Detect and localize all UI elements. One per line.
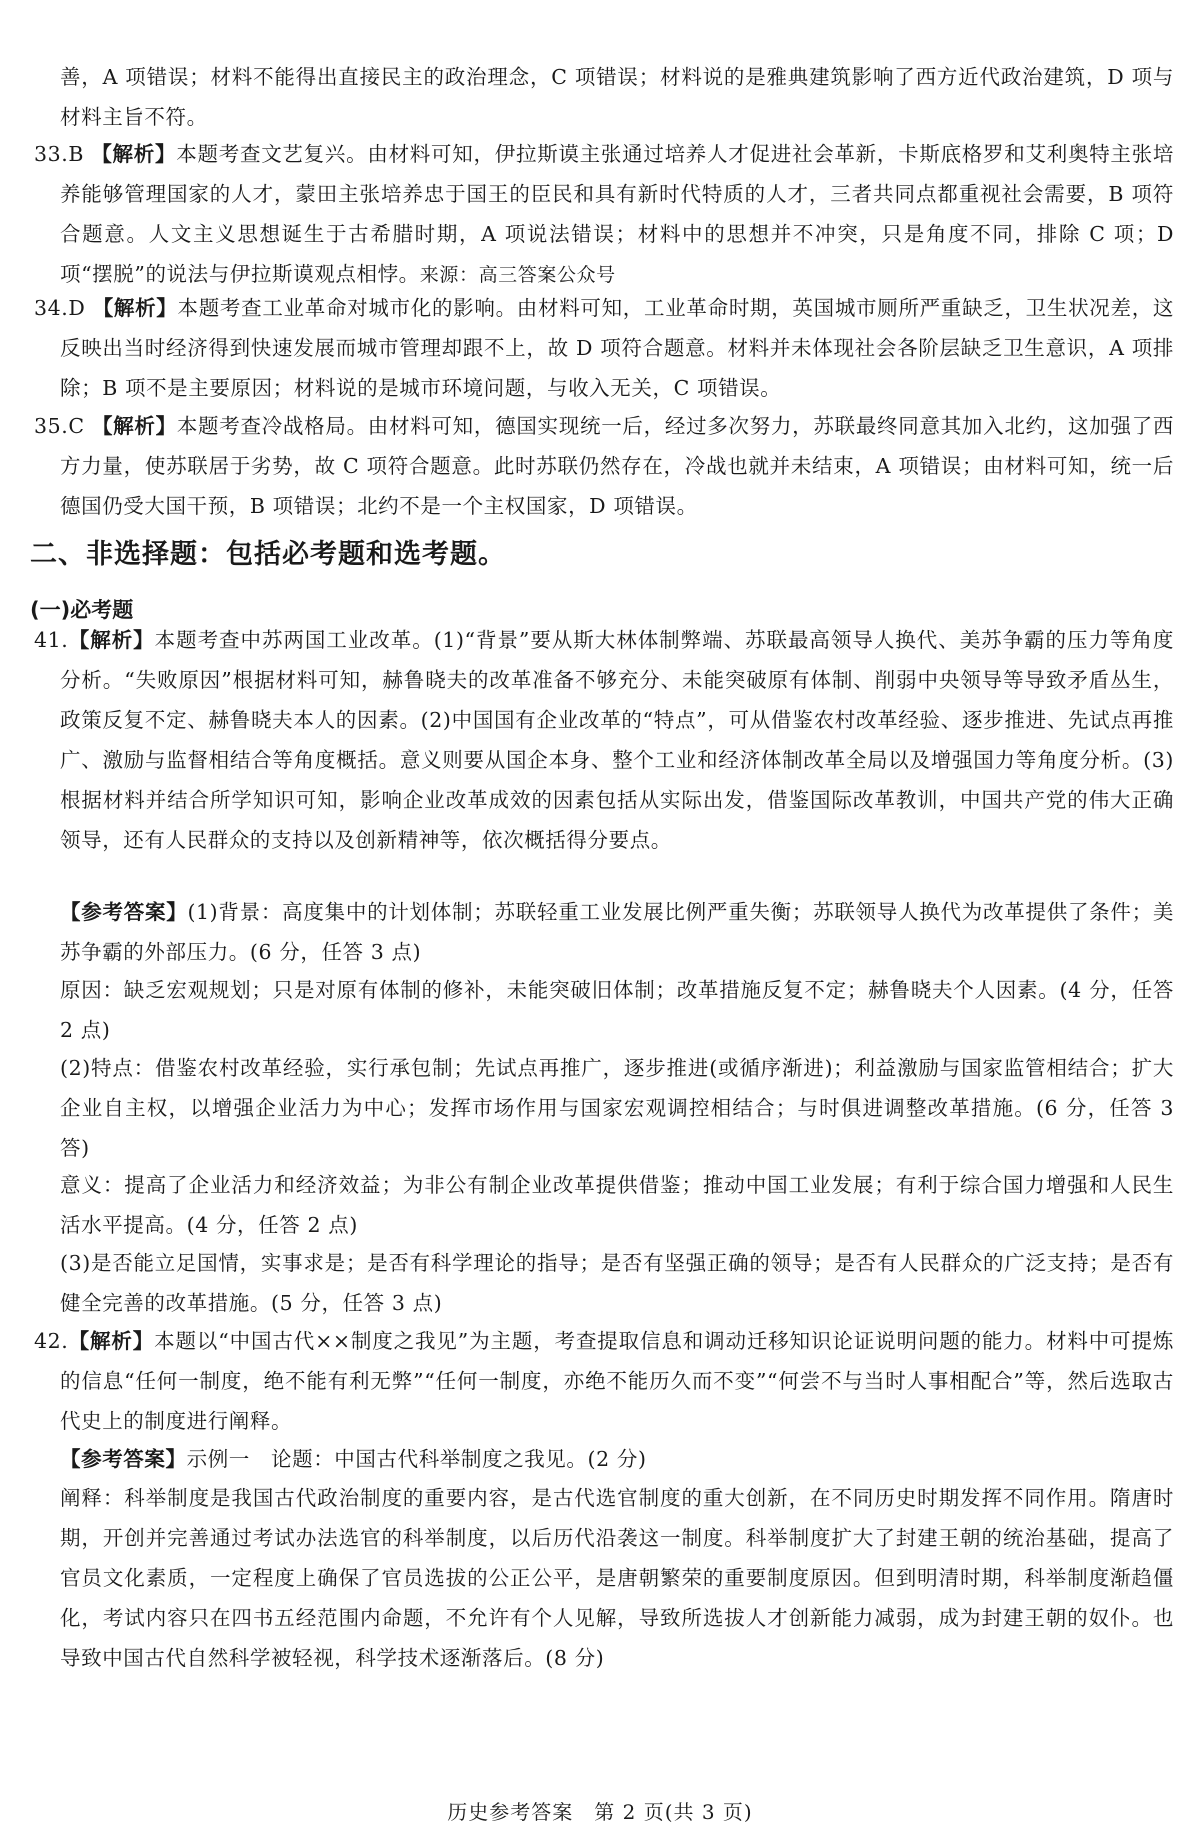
q41-answer-tag: 【参考答案】 [60, 900, 188, 924]
answer-35 [34, 406, 1174, 526]
q42-answer-2: 阐释：科举制度是我国古代政治制度的重要内容，是古代选官制度的重大创新，在不同历史时期发挥不同作用。隋唐时期，开创并完善通过考试办法选官的科举制度，以后历代沿袭这一制度。科举制度扩大了封建王朝的统治基础，提高了官员文化素质，一定程度上确保了官员选拔的公正公平，是唐朝繁荣的重要制度原因。但到明清时期，科举制度渐趋僵化，考试内容只在四书五经范围内命题，不允许有个人见解，导致所选拔人才创新能力减弱，成为封建王朝的奴仆。也导致中国古代自然科学被轻视，科学技术逐渐落后。(8 分) [60, 1486, 1174, 1670]
answer-35-tag: 【解析】 [91, 414, 177, 438]
q41-answer-2: 原因：缺乏宏观规划；只是对原有体制的修补，未能突破旧体制；改革措施反复不定；赫鲁晓夫个人因素。(4 分，任答 2 点) [60, 978, 1174, 1042]
answer-34-text: 本题考查工业革命对城市化的影响。由材料可知，工业革命时期，英国城市厕所严重缺乏，卫生状况差，这反映出当时经济得到快速发展而城市管理却跟不上，故 D 项符合题意。材料并未体现社会各阶层缺乏卫生意识，A 项排除；B 项不是主要原因；材料说的是城市环境问题，与收入无关，C 项错误。 [60, 296, 1175, 400]
q41-answer-3: (2)特点：借鉴农村改革经验，实行承包制；先试点再推广，逐步推进(或循序渐进)；利益激励与国家监管相结合；扩大企业自主权，以增强企业活力为中心；发挥市场作用与国家宏观调控相结合；与时俱进调整改革措施。(6 分，任答 3 答) [60, 1056, 1174, 1160]
answer-33-number: 33.B [34, 142, 85, 166]
q42-number: 42. [34, 1329, 69, 1353]
q42-tag: 【解析】 [68, 1329, 155, 1353]
q42-analysis-text: 本题以“中国古代××制度之我见”为主题，考查提取信息和调动迁移知识论证说明问题的能力。材料中可提炼的信息“任何一制度，绝不能有利无弊”“任何一制度，亦绝不能历久而不变”“何尝不与当时人事相配合”等，然后选取古代史上的制度进行阐释。 [60, 1329, 1174, 1433]
q41-tag: 【解析】 [68, 628, 155, 652]
section-title: 二、非选择题：包括必考题和选考题。 [30, 539, 506, 570]
answer-33-text: 本题考查文艺复兴。由材料可知，伊拉斯谟主张通过培养人才促进社会革新，卡斯底格罗和艾利奥特主张培养能够管理国家的人才，蒙田主张培养忠于国王的臣民和具有新时代特质的人才，三者共同点都重视社会需要，B 项符合题意。人文主义思想诞生于古希腊时期，A 项说法错误；材料中的思想并不冲突，只是角度不同，排除 C 项；D 项“摆脱”的说法与伊拉斯谟观点相悖。 [60, 142, 1174, 286]
q42-analysis [34, 1321, 1174, 1441]
q41-answer-5: (3)是否能立足国情，实事求是；是否有科学理论的指导；是否有坚强正确的领导；是否有人民群众的广泛支持；是否有健全完善的改革措施。(5 分，任答 3 点) [60, 1251, 1174, 1315]
intro-paragraph: 善，A 项错误；材料不能得出直接民主的政治理念，C 项错误；材料说的是雅典建筑影响了西方近代政治建筑，D 项与材料主旨不符。 [60, 65, 1174, 129]
page-footer: 历史参考答案 第 2 页(共 3 页) [447, 1800, 753, 1824]
answer-34-number: 34.D [34, 296, 86, 320]
q42-answer-1: 【参考答案】示例一 论题：中国古代科举制度之我见。(2 分) [60, 1447, 647, 1471]
answer-34-tag: 【解析】 [92, 296, 178, 320]
answer-33-tag: 【解析】 [91, 142, 177, 166]
q42-answer-tag: 【参考答案】 [60, 1447, 187, 1471]
q41-answer-1: 【参考答案】(1)背景：高度集中的计划体制；苏联轻重工业发展比例严重失衡；苏联领导人换代为改革提供了条件；美苏争霸的外部压力。(6 分，任答 3 点) [60, 900, 1174, 964]
q41-answer-4: 意义：提高了企业活力和经济效益；为非公有制企业改革提供借鉴；推动中国工业发展；有利于综合国力增强和人民生活水平提高。(4 分，任答 2 点) [60, 1173, 1174, 1237]
answer-33 [34, 134, 1174, 295]
q41-analysis [34, 620, 1174, 860]
answer-35-number: 35.C [34, 414, 85, 438]
subsection-title: (一)必考题 [30, 598, 134, 622]
q41-number: 41. [34, 628, 69, 652]
q41-analysis-text: 本题考查中苏两国工业改革。(1)“背景”要从斯大林体制弊端、苏联最高领导人换代、美苏争霸的压力等角度分析。“失败原因”根据材料可知，赫鲁晓夫的改革准备不够充分、未能突破原有体制、削弱中央领导等导致矛盾丛生，政策反复不定、赫鲁晓夫本人的因素。(2)中国国有企业改革的“特点”，可从借鉴农村改革经验、逐步推进、先试点再推广、激励与监督相结合等角度概括。意义则要从国企本身、整个工业和经济体制改革全局以及增强国力等角度分析。(3)根据材料并结合所学知识可知，影响企业改革成效的因素包括从实际出发，借鉴国际改革教训，中国共产党的伟大正确领导，还有人民群众的支持以及创新精神等，依次概括得分要点。 [60, 628, 1174, 852]
answer-35-text: 本题考查冷战格局。由材料可知，德国实现统一后，经过多次努力，苏联最终同意其加入北约，这加强了西方力量，使苏联居于劣势，故 C 项符合题意。此时苏联仍然存在，冷战也就并未结束，A 项错误；由材料可知，统一后德国仍受大国干预，B 项错误；北约不是一个主权国家，D 项错误。 [60, 414, 1175, 518]
source-note: 来源：高三答案公众号 [419, 264, 616, 286]
answer-34 [34, 288, 1174, 408]
